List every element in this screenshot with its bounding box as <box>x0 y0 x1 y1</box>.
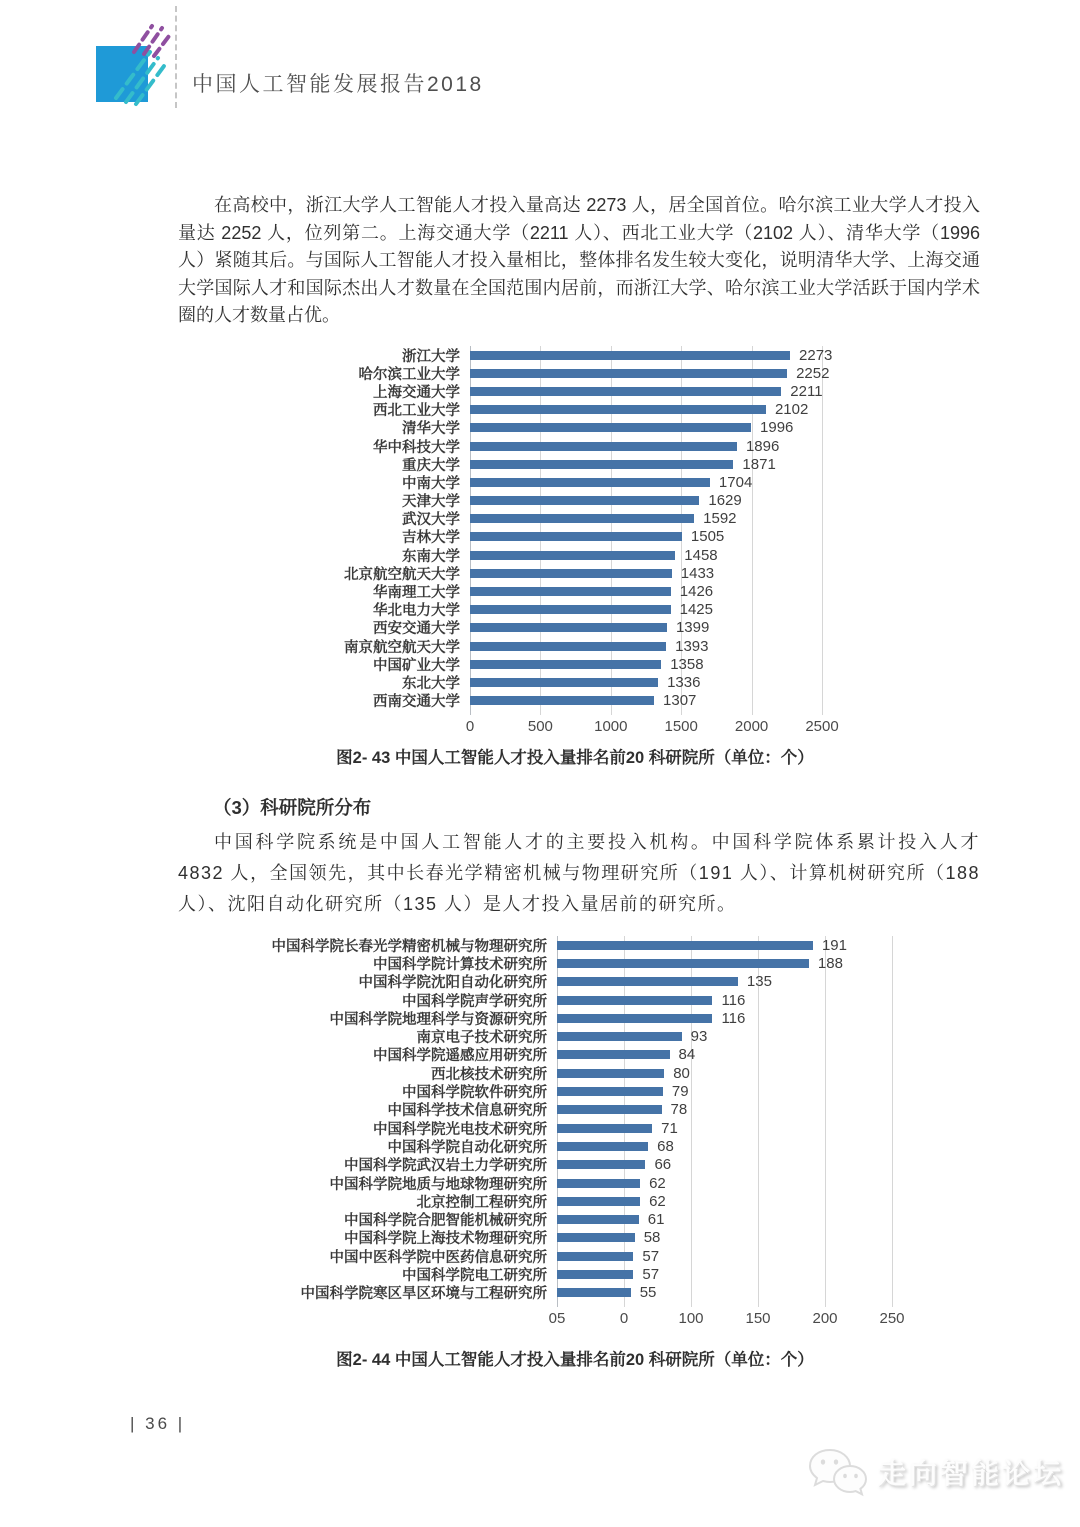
chart-caption-2-43: 图2- 43 中国人工智能人才投入量排名前20 科研院所（单位：个） <box>336 749 814 767</box>
bar-label: 西北工业大学 <box>373 403 460 420</box>
bar-label: 华南理工大学 <box>373 585 460 602</box>
bar <box>470 460 733 469</box>
chart-row <box>225 1082 892 1100</box>
bar-value: 135 <box>746 973 772 991</box>
report-title: 中国人工智能发展报告2018 <box>192 73 484 96</box>
bar-track <box>557 1101 892 1118</box>
bar <box>557 1233 635 1242</box>
bar <box>470 660 661 669</box>
chart-row <box>225 1101 892 1119</box>
bar-label: 中国科学院地质与地球物理研究所 <box>329 1176 547 1193</box>
bar-value: 1307 <box>663 692 697 710</box>
chart-row <box>258 564 822 582</box>
bar-label: 天津大学 <box>402 494 460 511</box>
bar-track <box>470 565 822 582</box>
bar-label: 中国科学院自动化研究所 <box>387 1139 547 1156</box>
bar <box>470 496 699 505</box>
bar-value: 2252 <box>796 364 830 382</box>
bar-track <box>557 1248 892 1265</box>
bar-value: 2273 <box>799 346 833 364</box>
bar <box>557 1014 712 1023</box>
x-tick-label: 05 <box>548 1310 566 1327</box>
bar-label: 中南大学 <box>402 475 460 492</box>
bar-track <box>557 973 892 990</box>
bar <box>557 1197 640 1206</box>
bar-label: 哈尔滨工业大学 <box>358 366 460 383</box>
bar-label: 中国科学院电工研究所 <box>402 1268 547 1284</box>
bar <box>470 678 658 687</box>
chart-row <box>225 991 892 1009</box>
bar <box>470 569 672 578</box>
bar-label: 浙江大学 <box>402 348 460 365</box>
bar-value: 57 <box>642 1265 660 1283</box>
bar-value: 1871 <box>742 455 776 473</box>
bar <box>557 1142 648 1151</box>
chart-caption-2-44: 图2- 44 中国人工智能人才投入量排名前20 科研院所（单位：个） <box>336 1351 814 1369</box>
bar <box>470 532 682 541</box>
chart-row <box>225 1046 892 1064</box>
x-tick-label: 1500 <box>664 718 698 735</box>
bar-value: 1433 <box>680 564 715 582</box>
bar-label: 中国科学院长春光学精密机械与物理研究所 <box>271 938 547 955</box>
bar-value: 1704 <box>718 473 753 491</box>
bar-track <box>557 1010 892 1027</box>
bar-value: 1896 <box>745 437 780 455</box>
chart-row <box>258 401 822 419</box>
x-tick-label: 2500 <box>805 718 839 735</box>
bar <box>470 605 671 614</box>
chart-row <box>258 692 822 710</box>
bar-track <box>470 401 822 418</box>
bar-value: 188 <box>817 954 843 972</box>
bar-track <box>470 528 822 545</box>
bar-label: 中国科学技术信息研究所 <box>387 1103 547 1120</box>
bar-value: 1399 <box>675 619 710 637</box>
bar <box>557 1105 662 1114</box>
bar-track <box>557 955 892 972</box>
bar-value: 80 <box>673 1064 690 1082</box>
bar-label: 中国科学院上海技术物理研究所 <box>344 1231 547 1248</box>
bar <box>557 1252 633 1261</box>
bar <box>470 423 751 432</box>
x-tick-label: 1000 <box>594 718 628 735</box>
bar-label: 华中科技大学 <box>373 439 460 456</box>
bar-label: 南京电子技术研究所 <box>416 1030 547 1047</box>
bar-value: 61 <box>647 1211 665 1229</box>
bar <box>470 478 710 487</box>
chart-rows <box>258 346 833 711</box>
bar <box>557 1032 682 1041</box>
bar <box>557 1160 645 1169</box>
header-divider <box>175 6 177 108</box>
paragraph-universities: 在高校中，浙江大学人工智能人才投入量高达 2273 人，居全国首位。哈尔滨工业大学人才投入量达 2252 人，位列第二。上海交通大学（2211 人）、西北工业大学（2102 人）、清华大学（1996 人）紧随其后。与国际人工智能人才投入量相比，整体排名发生较大变化，说明清华大学、上海交通大学国际人才和国际杰出人才数量在全国范围内居前，而浙江大学、哈尔滨工业大学活跃于国内学术圈的人才数量占优。 <box>178 195 980 325</box>
report-logo-icon <box>90 22 178 110</box>
chart-row <box>258 346 833 365</box>
wechat-icon <box>806 1446 868 1498</box>
bar-value: 116 <box>721 1009 746 1027</box>
chart-row <box>258 419 822 437</box>
bar-value: 62 <box>649 1192 666 1210</box>
bar-value: 1426 <box>679 583 714 601</box>
chart-row <box>225 973 892 991</box>
chart-row <box>258 673 822 691</box>
bar-label: 中国科学院光电技术研究所 <box>373 1121 547 1138</box>
chart-row <box>225 1192 892 1210</box>
bar-value: 1336 <box>667 673 701 691</box>
bar-label: 南京航空航天大学 <box>344 639 460 656</box>
bar-track <box>557 1156 892 1173</box>
bar-track <box>557 1046 892 1063</box>
bar <box>470 442 737 451</box>
bar-track <box>470 492 822 509</box>
bar-track <box>557 1065 892 1082</box>
watermark <box>806 1446 1064 1498</box>
bar-label: 中国科学院沈阳自动化研究所 <box>358 975 547 992</box>
x-tick-label: 250 <box>879 1310 905 1327</box>
bar-track <box>470 456 822 473</box>
bar-value: 62 <box>649 1174 666 1192</box>
bar-label: 中国科学院声学研究所 <box>402 993 547 1010</box>
chart-x-axis <box>548 1304 905 1328</box>
bar <box>470 387 781 396</box>
bar <box>557 1069 664 1078</box>
bar <box>470 351 790 360</box>
bar-track <box>470 438 822 455</box>
paragraph-institutes: 中国科学院系统是中国人工智能人才的主要投入机构。中国科学院体系累计投入人才 4832 人，全国领先，其中长春光学精密机械与物理研究所（191 人）、计算机树研究所（188 人）、沈阳自动化研究所（135 人）是人才投入量居前的研究所。 <box>178 832 980 914</box>
chart-row <box>225 1284 892 1302</box>
bar <box>470 514 694 523</box>
bar-track <box>557 937 892 954</box>
chart-row <box>258 619 822 637</box>
bar-label: 中国科学院遥感应用研究所 <box>373 1048 547 1065</box>
bar <box>557 1288 631 1297</box>
chart-row <box>258 492 822 510</box>
chart-row <box>225 1210 892 1228</box>
bar-track <box>470 510 822 527</box>
bar-label: 中国科学院软件研究所 <box>402 1085 547 1102</box>
x-tick-label: 2000 <box>734 718 769 735</box>
bar <box>557 996 712 1005</box>
chart-row <box>225 1009 892 1027</box>
chart-row <box>258 582 822 600</box>
bar-label: 清华大学 <box>402 421 460 438</box>
bar-label: 中国中医科学院中医药信息研究所 <box>329 1249 547 1266</box>
page-number: | 36 | <box>130 1414 186 1433</box>
chart-row <box>225 954 892 972</box>
chart-institutes <box>225 936 905 1327</box>
bar-track <box>557 1175 892 1192</box>
bar-value: 1505 <box>690 528 725 546</box>
bar-value: 116 <box>721 991 746 1009</box>
bar-label: 吉林大学 <box>402 530 460 547</box>
chart-rows <box>225 936 892 1302</box>
bar <box>557 1179 640 1188</box>
bar-value: 1358 <box>670 655 704 673</box>
bar <box>470 696 654 705</box>
bar-label: 东南大学 <box>402 548 460 565</box>
bar-track <box>557 992 892 1009</box>
bar <box>557 1050 670 1059</box>
bar-label: 东北大学 <box>402 675 460 692</box>
x-tick-label: 150 <box>745 1310 771 1327</box>
bar-value: 84 <box>678 1046 696 1064</box>
bar-track <box>470 656 822 673</box>
bar-label: 北京航空航天大学 <box>344 566 460 583</box>
bar-value: 1592 <box>703 510 737 528</box>
bar-track <box>557 1193 892 1210</box>
bar-track <box>470 638 822 655</box>
bar-label: 西安交通大学 <box>373 621 460 638</box>
bar-value: 55 <box>639 1284 657 1302</box>
chart-row <box>258 364 830 383</box>
chart-row <box>225 1027 892 1045</box>
bar <box>470 369 787 378</box>
chart-row <box>225 1174 892 1192</box>
bar-label: 西北核技术研究所 <box>431 1066 547 1083</box>
chart-row <box>258 437 822 455</box>
chart-x-axis <box>465 712 839 736</box>
bar <box>470 405 766 414</box>
x-tick-label: 200 <box>812 1310 838 1327</box>
bar-track <box>470 364 830 382</box>
gridline <box>892 936 893 1307</box>
x-tick-label: 500 <box>527 718 553 735</box>
chart-row <box>225 1247 892 1265</box>
bar-label: 西南交通大学 <box>373 694 460 711</box>
chart-row <box>225 1156 892 1174</box>
bar <box>470 587 671 596</box>
bar-track <box>470 692 822 709</box>
bar-track <box>557 1211 892 1228</box>
bar <box>470 642 666 651</box>
bar-track <box>470 383 822 400</box>
chart-row <box>225 1064 892 1082</box>
bar-label: 华北电力大学 <box>373 603 460 620</box>
chart-row <box>258 637 822 655</box>
bar <box>557 1124 652 1133</box>
bar-value: 57 <box>642 1247 660 1265</box>
bar-label: 中国科学院合肥智能机械研究所 <box>344 1213 547 1230</box>
chart-row <box>225 1137 892 1155</box>
bar <box>470 551 675 560</box>
bar-track <box>470 419 822 436</box>
bar-track <box>557 1120 892 1137</box>
chart-row <box>258 455 822 473</box>
bar <box>557 1270 633 1279</box>
bar-track <box>470 346 833 364</box>
bar <box>557 959 809 968</box>
bar-track <box>557 1138 892 1155</box>
bar-track <box>470 601 822 618</box>
bar <box>557 941 813 950</box>
chart-row <box>258 382 822 400</box>
bar-label: 中国科学院武汉岩土力学研究所 <box>344 1158 547 1175</box>
bar-value: 93 <box>690 1028 708 1046</box>
bar-label: 中国科学院寒区旱区环境与工程研究所 <box>300 1286 547 1303</box>
bar-label: 北京控制工程研究所 <box>416 1194 547 1211</box>
gridline <box>822 346 823 715</box>
bar <box>557 977 738 986</box>
bar-track <box>470 619 822 636</box>
x-tick-label: 0 <box>619 1310 629 1327</box>
bar-value: 66 <box>654 1156 672 1174</box>
chart-row <box>225 1119 892 1137</box>
bar <box>557 1215 639 1224</box>
bar-label: 重庆大学 <box>402 457 460 474</box>
bar-value: 1629 <box>708 492 742 510</box>
bar-value: 1458 <box>684 546 718 564</box>
chart-row <box>258 510 822 528</box>
bar-value: 1425 <box>679 601 713 619</box>
bar-track <box>557 1266 892 1283</box>
bar-value: 1393 <box>675 637 709 655</box>
chart-row <box>258 473 822 491</box>
bar-value: 68 <box>657 1137 674 1155</box>
section-heading: （3）科研院所分布 <box>213 797 372 818</box>
bar-value: 71 <box>661 1119 678 1137</box>
bar-track <box>557 1284 892 1301</box>
chart-universities <box>258 346 839 735</box>
bar <box>557 1087 663 1096</box>
bar-value: 78 <box>670 1101 688 1119</box>
bar-label: 武汉大学 <box>402 512 460 529</box>
bar-value: 1996 <box>760 419 794 437</box>
bar-track <box>557 1229 892 1246</box>
x-tick-label: 0 <box>465 718 475 735</box>
x-tick-label: 100 <box>678 1310 704 1327</box>
bar-value: 79 <box>671 1083 689 1101</box>
chart-row <box>258 528 822 546</box>
bar-track <box>470 547 822 564</box>
bar-label: 中国科学院地理科学与资源研究所 <box>329 1011 547 1028</box>
chart-row <box>225 1229 892 1247</box>
bar-label: 中国矿业大学 <box>373 657 460 674</box>
bar-value: 2211 <box>790 382 823 400</box>
bar-label: 中国科学院计算技术研究所 <box>373 956 547 973</box>
chart-row <box>258 546 822 564</box>
bar-label: 上海交通大学 <box>373 384 460 401</box>
bar-track <box>557 1083 892 1100</box>
bar-track <box>470 474 822 491</box>
chart-row <box>225 1265 892 1283</box>
watermark-text: 走向智能论坛 <box>877 1458 1064 1489</box>
bar-track <box>470 583 822 600</box>
chart-row <box>225 936 892 954</box>
bar <box>470 623 667 632</box>
bar-track <box>557 1028 892 1045</box>
chart-row <box>258 601 822 619</box>
chart-row <box>258 655 822 673</box>
bar-track <box>470 674 822 691</box>
bar-value: 2102 <box>774 401 809 419</box>
bar-value: 58 <box>643 1229 661 1247</box>
bar-value: 191 <box>821 936 847 954</box>
